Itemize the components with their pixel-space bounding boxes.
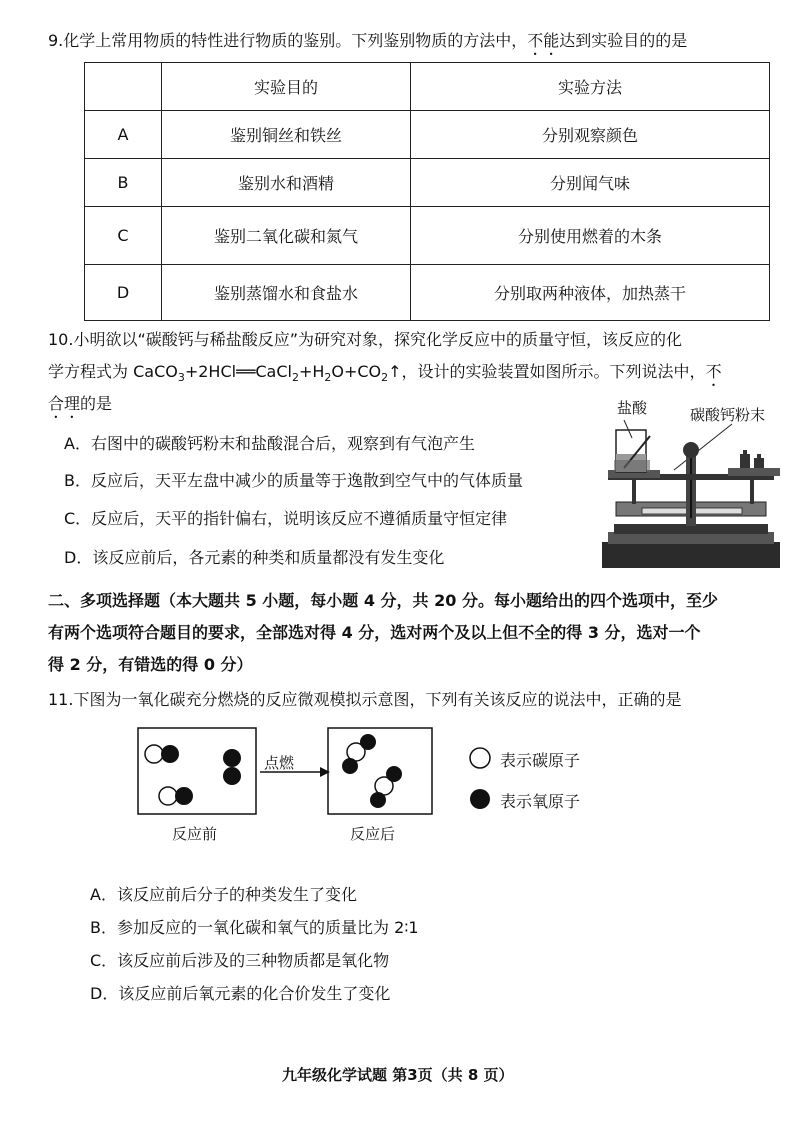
table-cell: 鉴别铜丝和铁丝 [162, 111, 411, 159]
table-cell: 鉴别水和酒精 [162, 159, 411, 207]
q10-option-c: C．反应后，天平的指针偏右，说明该反应不遵循质量守恒定律 [64, 509, 508, 528]
page-footer: 九年级化学试题 第3页（共 8 页） [282, 1066, 514, 1084]
label-calcium-carbonate-powder: 碳酸钙粉末 [690, 406, 766, 424]
balance-apparatus-figure [594, 420, 790, 574]
q11-option-d: D．该反应前后氧元素的化合价发生了变化 [90, 984, 391, 1003]
label-hydrochloric-acid: 盐酸 [617, 399, 648, 417]
q11-stem: 11.下图为一氧化碳充分燃烧的反应微观模拟示意图，下列有关该反应的说法中，正确的是 [48, 690, 682, 709]
legend-carbon-atom: 表示碳原子 [500, 751, 581, 770]
table-row [85, 159, 770, 207]
table-header-cell: 实验目的 [162, 63, 411, 111]
q11-option-c: C．该反应前后涉及的三种物质都是氧化物 [90, 951, 390, 970]
q10-stem-emphasis: 合理 [48, 394, 81, 413]
q9-stem-emphasis: 不能 [527, 31, 560, 50]
table-cell: A [85, 111, 162, 159]
table-cell: 鉴别蒸馏水和食盐水 [162, 265, 411, 321]
section2-header-line2: 有两个选项符合题目的要求，全部选对得 4 分，选对两个及以上但不全的得 3 分，选对一个 [48, 623, 701, 642]
table-header-row [85, 63, 770, 111]
table-row [85, 265, 770, 321]
q11-option-a: A．该反应前后分子的种类发生了变化 [90, 885, 357, 904]
q10-stem-line2: 学方程式为 $CaCO_3+2HCl══CaCl_2+H_2O+CO_2↑$，设计的实验装置如图所示。下列说法中，不 [48, 362, 722, 385]
table-header-cell [85, 63, 162, 111]
table-row [85, 207, 770, 265]
arrow-label-ignite: 点燃 [264, 754, 295, 772]
table-cell: B [85, 159, 162, 207]
q10-stem-line1: 10.小明欲以“碳酸钙与稀盐酸反应”为研究对象，探究化学反应中的质量守恒，该反应的化 [48, 330, 683, 349]
table-cell: 分别使用燃着的木条 [411, 207, 770, 265]
q10-option-a: A．右图中的碳酸钙粉末和盐酸混合后，观察到有气泡产生 [64, 434, 475, 453]
oxygen-atom-icon [468, 787, 492, 811]
table-cell: 分别取两种液体，加热蒸干 [411, 265, 770, 321]
table-header-cell: 实验方法 [411, 63, 770, 111]
label-before-reaction: 反应前 [172, 825, 218, 843]
q9-stem: 9.化学上常用物质的特性进行物质的鉴别。下列鉴别物质的方法中，不能达到实验目的的是 [48, 31, 688, 50]
q9-table [84, 62, 770, 321]
table-cell: 分别观察颜色 [411, 111, 770, 159]
table-row [85, 111, 770, 159]
q11-option-b: B．参加反应的一氧化碳和氧气的质量比为 2∶1 [90, 918, 419, 937]
label-after-reaction: 反应后 [350, 825, 396, 843]
q10-option-d: D．该反应前后，各元素的种类和质量都没有发生变化 [64, 548, 445, 567]
table-cell: 分别闻气味 [411, 159, 770, 207]
section2-header-line1: 二、多项选择题（本大题共 5 小题，每小题 4 分，共 20 分。每小题给出的四个选项中，至少 [48, 591, 718, 610]
table-cell: C [85, 207, 162, 265]
section2-header-line3: 得 2 分，有错选的得 0 分） [48, 655, 253, 674]
q10-stem-emphasis: 不 [705, 362, 722, 381]
table-cell: 鉴别二氧化碳和氮气 [162, 207, 411, 265]
q10-stem-line3: 合理的是 [48, 394, 113, 413]
table-cell: D [85, 265, 162, 321]
legend-oxygen-atom: 表示氧原子 [500, 792, 581, 811]
carbon-atom-icon [468, 746, 492, 770]
q10-option-b: B．反应后，天平左盘中减少的质量等于逸散到空气中的气体质量 [64, 471, 523, 490]
